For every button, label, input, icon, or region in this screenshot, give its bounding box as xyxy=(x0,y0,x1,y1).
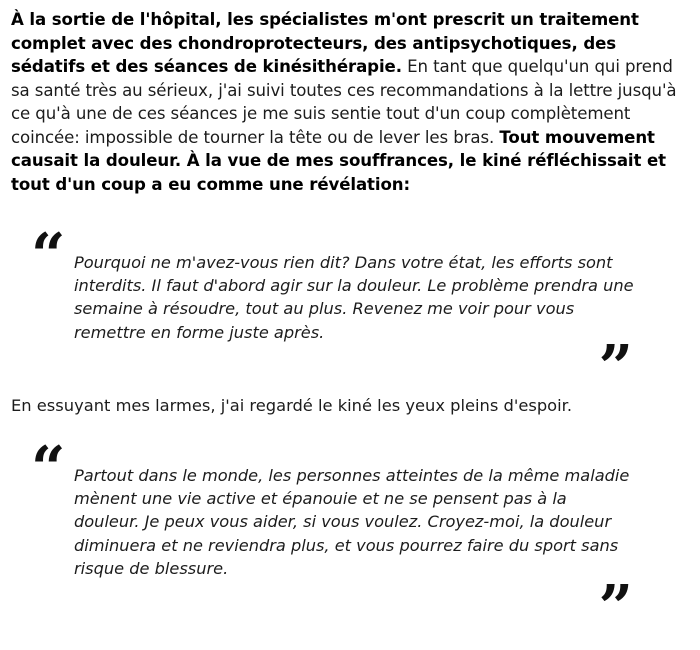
intro-bold-lead: À la sortie de l'hôpital, les spécialistes m'ont prescrit un traitement complet avec des chondroprotecteurs, des antipsychotiques, des sédatifs et des séances de kinésithérapie. xyxy=(11,10,639,76)
quote-block-1 xyxy=(11,221,691,403)
intro-paragraph xyxy=(11,8,691,196)
intro-bold-tail: Tout mouvement causait la douleur. À la vue de mes souffrances, le kiné réfléchissait et tout d'un coup a eu comme une révélation: xyxy=(11,127,667,194)
open-quote-icon: “ xyxy=(31,434,66,504)
middle-paragraph: En essuyant mes larmes, j'ai regardé le kiné les yeux pleins d'espoir. xyxy=(11,396,573,415)
intro-middle-text: En tant que quelqu'un qui prend sa santé très au sérieux, j'ai suivi toutes ces recommandations à la lettre jusqu'à ce qu'à une de ces séances je me suis sentie tout d'un coup complètement coincée: impossible de tourner la tête ou de lever les bras. xyxy=(11,57,677,147)
article-body xyxy=(11,8,691,643)
quote-text-2: Partout dans le monde, les personnes atteintes de la même maladie mènent une vie active et épanouie et ne se pensent pas à la douleur. Je peux vous aider, si vous voulez. Croyez-moi, la douleur diminuera et ne reviendra plus, et vous pourrez faire du sport sans risque de blessure. xyxy=(74,466,630,578)
close-quote-icon: ” xyxy=(598,333,633,403)
open-quote-icon: “ xyxy=(31,221,66,291)
quote-block-2 xyxy=(11,434,691,643)
close-quote-icon: ” xyxy=(598,573,633,643)
quote-text-1: Pourquoi ne m'avez-vous rien dit? Dans votre état, les efforts sont interdits. Il faut d'abord agir sur la douleur. Le problème prendra une semaine à résoudre, tout au plus. Revenez me voir pour vous remettre en forme juste après. xyxy=(74,253,634,342)
